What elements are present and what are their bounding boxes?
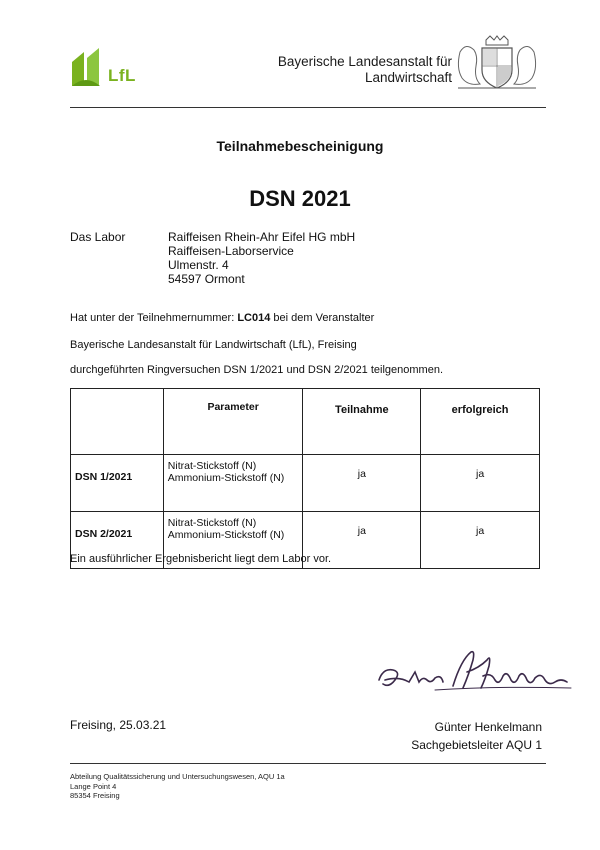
organization-line-2: Landwirtschaft (364, 70, 452, 85)
lab-address-line: 54597 Ormont (168, 272, 245, 286)
table-header-empty (71, 389, 164, 455)
signer-name: Günter Henkelmann (434, 720, 542, 734)
participant-prefix: Hat unter der Teilnehmernummer: (70, 312, 235, 324)
organizer-line: Bayerische Landesanstalt für Landwirtschaft (LfL), Freising (70, 339, 357, 351)
header-divider (70, 107, 546, 108)
coat-of-arms-icon (452, 34, 542, 92)
event-title: DSN 2021 (249, 186, 351, 211)
participant-number: LC014 (237, 312, 271, 324)
table-header-successful: erfolgreich (421, 389, 540, 455)
lab-address-line: Ulmenstr. 4 (168, 258, 229, 272)
lab-address (168, 230, 355, 286)
footer-line: 85354 Freising (70, 791, 120, 800)
signer-block (340, 718, 542, 754)
lab-address-line: Raiffeisen-Laborservice (168, 244, 294, 258)
results-table (70, 388, 540, 569)
table-header-participation: Teilnahme (303, 389, 421, 455)
organization-name (240, 54, 452, 86)
footer-address (70, 772, 285, 801)
report-note: Ein ausführlicher Ergebnisbericht liegt dem Labor vor. (70, 553, 332, 565)
round-name: DSN 2/2021 (71, 512, 164, 569)
table-header-row (71, 389, 540, 455)
table-row (71, 455, 540, 512)
participation-value: ja (303, 512, 421, 569)
round-name: DSN 1/2021 (71, 455, 164, 512)
participant-suffix: bei dem Veranstalter (273, 312, 375, 324)
footer-line: Lange Point 4 (70, 781, 117, 791)
lab-address-line: Raiffeisen Rhein-Ahr Eifel HG mbH (168, 230, 356, 244)
place-date: Freising, 25.03.21 (70, 718, 167, 732)
table-header-parameter: Parameter (163, 389, 303, 455)
participation-value: ja (303, 455, 421, 512)
successful-value: ja (421, 512, 540, 569)
participant-line (70, 312, 374, 324)
footer-line: Abteilung Qualitätssicherung und Untersuchungswesen, AQU 1a (70, 772, 285, 781)
footer-divider (70, 763, 546, 764)
successful-value: ja (421, 455, 540, 512)
rounds-line: durchgeführten Ringversuchen DSN 1/2021 und DSN 2/2021 teilgenommen. (70, 364, 444, 376)
page-title: Teilnahmebescheinigung (216, 138, 384, 154)
round-parameters (163, 455, 303, 512)
parameter-item: Ammonium-Stickstoff (N) (167, 472, 285, 484)
logo-text: LfL (108, 66, 136, 85)
handwritten-signature (375, 646, 575, 698)
organization-line-1: Bayerische Landesanstalt für (277, 54, 452, 69)
parameter-item: Ammonium-Stickstoff (N) (167, 529, 285, 541)
parameter-item: Nitrat-Stickstoff (N) (167, 517, 257, 529)
parameter-item: Nitrat-Stickstoff (N) (167, 460, 257, 472)
signer-role: Sachgebietsleiter AQU 1 (411, 738, 542, 752)
lab-label: Das Labor (70, 230, 126, 244)
